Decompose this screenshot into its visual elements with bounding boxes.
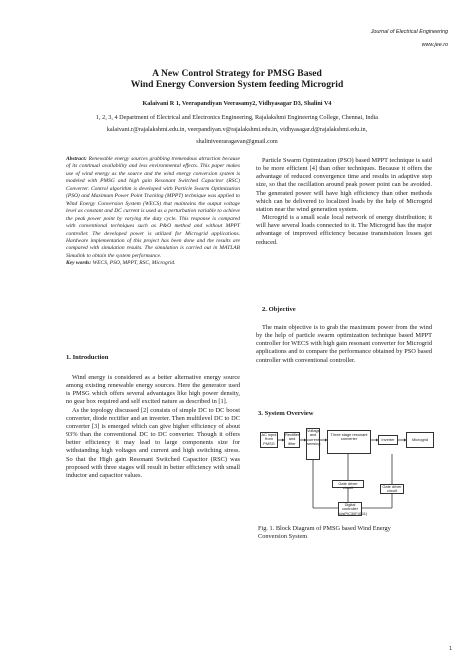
objective-body	[256, 324, 432, 365]
microgrid-paragraph: Microgrid is a small scale local network of energy distribution; it will have several loads connected to it. The Microgrid has the major advantage of improved efficiency because transmission losses get reduced.	[256, 214, 432, 246]
right-column-intro	[256, 157, 432, 247]
intro-body	[66, 374, 240, 480]
resonant-converter-block: Three stage resonant converter	[327, 430, 371, 454]
digital-controller-block: Digital controller (dsPIC30F4011)	[339, 502, 368, 516]
objective-heading: 2. Objective	[262, 306, 296, 313]
paper-title-line-1: A New Control Strategy for PMSG Based	[152, 68, 322, 79]
pso-paragraph: Particle Swarm Optimization (PSO) based MPPT technique is said to be more efficient [4] than other techniques. Because it offers the advantage of reduced convergence time and results in adaptive step size, so that the oscillation around peak power point can be avoided. The generated power will have high efficiency than other methods which can be delivered to localized loads by the help of Microgrid station near the wind generation system.	[256, 157, 432, 213]
author-emails-2: shaliniveeraragavan@gmail.com	[196, 138, 278, 145]
intro-paragraph-2: As the topology discussed [2] consists of simple DC to DC boost converter, diode rectifier and an inverter. Then multilevel DC to DC converter [3] is emerged which can give higher efficiency of about 93% than the conventional DC to DC converter. Though it offers better efficiency it may lead to large components size for withstanding high voltages and current and high switching stress. So that the High gain Resonant Switched Capacitor (RSC) was proposed with three stages will result in better efficiency with small inductor and capacitor values.	[66, 406, 240, 479]
abstract-text: Renewable energy sources grabbing tremendous attraction because of its continual availability and less environmental effects. This paper makes use of wind energy as the source and the wind energy conversion system is modeled with PMSG and high gain Resonant Switched Capacitor (RSC) Converter. Control algorithm is developed with Particle Swarm Optimization (PSO) and Maximum Power Point Tracking (MPPT) technique was applied to Wind Energy Conversion System (WECS) that maintains the output voltage level as constant and DC current is used as a perturbation variable to achieve the peak power point by varying the duty cycle. This response is compared with conventional techniques such as P&O method and without MPPT controller. The developed power is utilized for Microgrid applications. Hardware implementation of this project has been done and the results are compared with simulation results. The simulation is carried out in MATLAB Simulink to obtain the system performance.	[66, 156, 240, 259]
author-names: Kalaivani R 1, Veerapandiyan Veerasamy2, Vidhyasagar D3, Shalini V4	[142, 100, 332, 107]
microgrid-block: Microgrid	[406, 432, 434, 448]
author-affiliation: 1, 2, 3, 4 Department of Electrical and Electronics Engineering, Rajalakshmi Engineering College, Chennai, India	[95, 114, 379, 121]
journal-url: www.jee.ro	[421, 42, 448, 48]
figure-caption-line-1: Fig. 1. Block Diagram of PMSG based Wind Energy	[258, 525, 391, 532]
gate-driver-block-1: Gate driver circuit	[332, 480, 364, 488]
page-number: 1	[449, 646, 452, 652]
keywords-text: WECS, PSO, MPPT, RSC, Microgrid.	[92, 260, 176, 267]
rectifier-block: Rectifier and filter	[284, 432, 300, 448]
gate-driver-block-2: Gate driver circuit	[380, 484, 404, 494]
journal-name: Journal of Electrical Engineering	[370, 29, 448, 35]
paper-title-line-2: Wind Energy Conversion System feeding Microgrid	[130, 79, 344, 90]
author-emails-1: kalaivani.r@rajalakshmi.edu.in, veerpandiyan.v@rajalakshmi.edu.in, vidhyasagar.d@rajalakshmi.edu.in,	[106, 126, 368, 133]
system-overview-heading: 3. System Overview	[258, 410, 314, 417]
abstract-label: Abstract:	[66, 156, 87, 162]
intro-heading: 1. Introduction	[66, 354, 109, 361]
figure-caption	[258, 525, 438, 541]
intro-paragraph-1: Wind energy is considered as a better alternative energy source among existing renewable energy sources. Here the generator used is PMSG which offers several advantages like high power density, no gear box required and self excited nature as described in [1].	[66, 374, 240, 406]
objective-paragraph: The main objective is to grab the maximum power from the wind by the help of particle swarm optimization technique based MPPT controller for WECS with high gain resonant converter for Microgrid applications and to compare the performance obtained by PSO based controller with conventional controller.	[256, 324, 432, 364]
abstract	[66, 156, 240, 268]
block-diagram	[258, 428, 436, 520]
inverter-block: Inverter	[378, 435, 398, 445]
figure-caption-line-2: Conversion System	[258, 533, 308, 541]
keywords-label: Key words:	[66, 260, 92, 267]
sensing-block: Voltage and current sensing	[306, 428, 320, 460]
pmsg-input-block: AC input from PMSG	[260, 432, 278, 448]
